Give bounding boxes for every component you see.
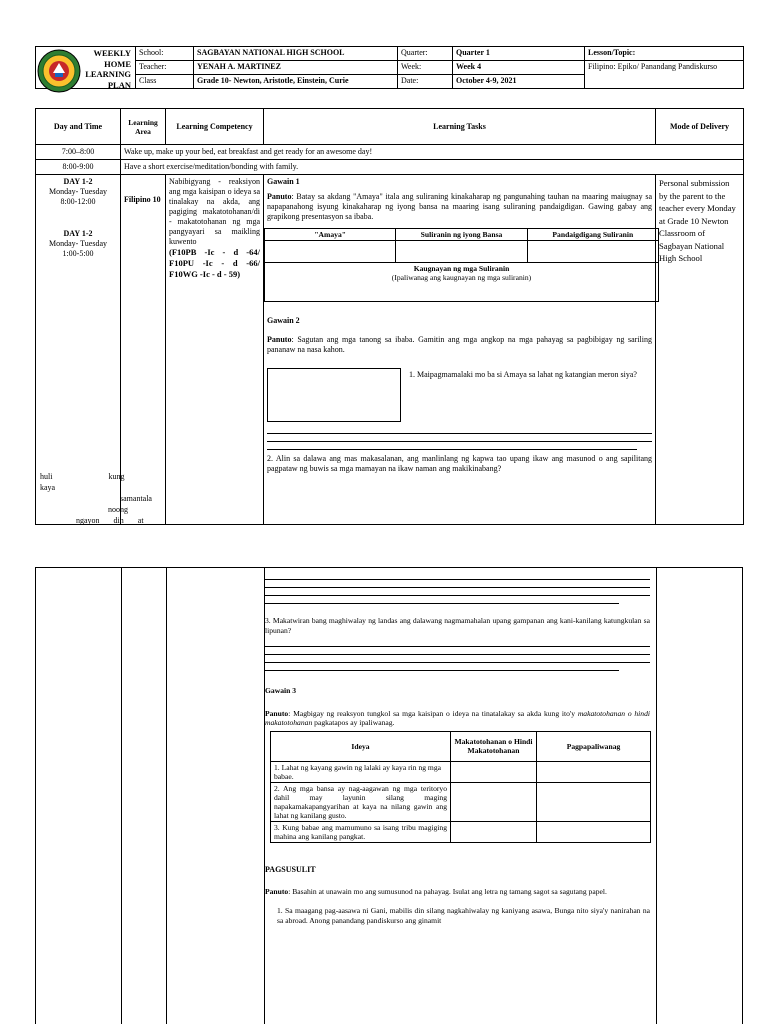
gawain1-answer-cell[interactable] [527,241,658,263]
stray-line: samantala [120,494,152,503]
instruction-text: : Magbigay ng reaksyon tungkol sa mga kaisipan o ideya na tinatalakay sa akda kung ito'y [288,708,578,718]
quarter-label: Quarter: [398,47,453,61]
gawain3-answer-cell[interactable] [451,761,537,782]
gawain3-answer-cell[interactable] [451,782,537,821]
header-learning-tasks: Learning Tasks [264,109,656,145]
instruction-emphasis: makatotohanan o hindi makatotohanan [265,708,650,728]
answer-lines[interactable] [265,572,650,604]
learning-tasks-cell [264,175,656,525]
panuto-label: Panuto [267,192,292,201]
column-divider [166,568,167,1024]
class-value: Grade 10- Newton, Aristotle, Einstein, Curie [194,75,398,89]
time-range: 1:00-5:00 [62,249,94,258]
time-range: 8:00-12:00 [60,197,96,206]
gawain3-ideya-3: 3. Kung babae ang mamumuno sa isang tribu magiging mahina ang kanilang pangkat. [271,821,451,842]
date-value: October 4-9, 2021 [453,75,585,89]
logo-cell [36,47,136,89]
gawain3-table [270,731,651,843]
gawain3-answer-cell[interactable] [537,782,651,821]
pagsusulit-instruction [265,887,650,897]
day-range: Monday- Tuesday [48,239,107,248]
header-mode-delivery: Mode of Delivery [656,109,744,145]
gawain2-instruction [267,335,652,355]
instruction-text: : Basahin at unawain mo ang sumusunod na pahayag. Isulat ang letra ng tamang sagot sa sagutang papel. [288,886,607,896]
panuto-label: Panuto [265,708,289,718]
day-range: Monday- Tuesday [48,187,107,196]
instruction-text: pagkatapos ay ipaliwanag. [312,718,395,728]
page-gap [0,548,768,564]
date-label: Date: [398,75,453,89]
week-label: Week: [398,61,453,75]
panuto-label: Panuto [267,335,292,344]
gawain1-col-pandaigdigan: Pandaigdigang Suliranin [527,229,658,241]
header-table [35,46,744,89]
learning-tasks-continued [265,572,650,925]
gawain1-answer-cell[interactable] [396,241,527,263]
page-two [0,564,768,1024]
plan-title-line: WEEKLY [93,48,131,58]
day-title: DAY 1-2 [63,229,93,238]
competency-code: (F10PB -Ic - d -64/ F10PU -Ic - d -66/ F10WG -Ic - d - 59) [169,247,260,279]
header-day-time: Day and Time [36,109,121,145]
gawain1-table [264,228,659,302]
instruction-text: : Batay sa akdang "Amaya" itala ang suliraning kinakaharap ng pangunahing tauhan na maaring maiugnay sa napapanahong isyung kinakaharap ng iyong bansa na maaring isang suliraning pandaigdigan. Gawing gabay ang grapikong presentasyon sa ibaba. [267,192,652,221]
competency-cell [166,175,264,525]
mode-delivery-text: Personal submission by the parent to the teacher every Monday at Grade 10 Newton Classroom of Sagbayan National High School [659,178,736,263]
gawain3-answer-cell[interactable] [537,761,651,782]
gawain1-col-amaya: "Amaya" [265,229,396,241]
column-divider [121,568,122,1024]
gawain3-col-pagpapaliwanag: Pagpapaliwanag [537,731,651,761]
lesson-value: Filipino: Epiko/ Panandang Pandiskurso [585,61,744,89]
panuto-label: Panuto [265,886,289,896]
plan-title-line: PLAN [107,79,131,90]
gawain3-instruction [265,709,650,728]
day-title: DAY 1-2 [63,177,93,186]
plan-table [35,108,744,525]
routine-text-1: Wake up, make up your bed, eat breakfast and get ready for an awesome day! [121,145,744,160]
competency-text: Nabibigyang - reaksiyon ang mga kaisipan o ideya sa tinalakay na akda, ang pagiging makatotohanan/di - makatotohanan ng mga pangyayari sa maikling kuwento [169,177,260,246]
routine-text-2: Have a short exercise/meditation/bonding with family. [121,160,744,175]
plan-title-line: LEARNING [85,69,131,79]
gawain3-answer-cell[interactable] [537,821,651,842]
routine-time-1: 7:00–8:00 [36,145,121,160]
gawain3-col-makatotohanan: Makatotohanan o Hindi Makatotohanan [451,731,537,761]
header-learning-area: Learning Area [121,109,166,145]
teacher-value: YENAH A. MARTINEZ [194,61,398,75]
stray-line: huli kung kaya [40,472,125,492]
gawain3-col-ideya: Ideya [271,731,451,761]
teacher-label: Teacher: [136,61,194,75]
gawain3-ideya-2: 2. Ang mga bansa ay nag-aagawan ng mga teritoryo dahil may layunin silang maging napakamakapangyarihan at kaya na nilang gawin ang lahat ng kanilang gusto. [271,782,451,821]
gawain2-question-3: 3. Makatwiran bang maghiwalay ng landas ang dalawang nagmamahalan upang gampanan ang kani-kanilang katungkulan sa lipunan? [265,616,650,635]
column-divider [656,568,657,1024]
answer-box[interactable] [267,368,401,422]
gawain3-title: Gawain 3 [265,686,297,696]
kaugnayan-title: Kaugnayan ng mga Suliranin [413,264,510,273]
header-learning-competency: Learning Competency [166,109,264,145]
answer-lines[interactable] [267,426,652,450]
pagsusulit-title: PAGSUSULIT [265,864,316,874]
gawain2-question-1: 1. Maipagmamalaki mo ba si Amaya sa lahat ng katangian meron siya? [409,370,637,379]
gawain1-instruction [267,192,652,222]
week-value: Week 4 [453,61,585,75]
plan-title-line: HOME [104,58,131,69]
pagsusulit-item-1: 1. Sa maagang pag-aasawa ni Gani, mabilis din silang nagkahiwalay ng kaniyang asawa, Bunga nito siya'y nanirahan na sa abroad. Anong panandang pandiskurso ang ginamit [277,906,650,925]
kaugnayan-cell[interactable] [265,263,659,302]
quarter-value: Quarter 1 [453,47,585,61]
class-label: Class [136,75,194,89]
mode-delivery-cell [656,175,744,525]
gawain2-question-2: 2. Alin sa dalawa ang mas makasalanan, ang manlinlang ng kapwa tao upang ikaw ang masunod o ang sapilitang pagpataw ng buwis sa mga mamayan na ikaw naman ang makikinabang? [267,454,652,473]
gawain1-col-bansa: Suliranin ng iyong Bansa [396,229,527,241]
school-label: School: [136,47,194,61]
gawain1-title: Gawain 1 [267,177,300,186]
stray-text [40,471,160,526]
learning-area: Filipino 10 [124,195,161,204]
gawain3-answer-cell[interactable] [451,821,537,842]
stray-line: noong [108,505,128,514]
plan-title [85,48,131,90]
gawain2-q1-block [267,368,652,422]
school-value: SAGBAYAN NATIONAL HIGH SCHOOL [194,47,398,61]
lesson-label: Lesson/Topic: [585,47,744,61]
school-seal-icon [37,49,81,93]
routine-time-2: 8:00-9:00 [36,160,121,175]
stray-line: ngayon din at [76,516,144,525]
kaugnayan-subtitle: (Ipaliwanag ang kaugnayan ng mga suliranin) [391,273,532,282]
gawain1-answer-cell[interactable] [265,241,396,263]
gawain2-title: Gawain 2 [267,316,300,325]
answer-lines[interactable] [265,639,650,671]
instruction-text: : Sagutan ang mga tanong sa ibaba. Gamitin ang mga angkop na mga pahayag sa pagbibigay ng sariling pananaw na nasa kahon. [267,335,652,354]
gawain3-ideya-1: 1. Lahat ng kayang gawin ng lalaki ay kaya rin ng mga babae. [271,761,451,782]
